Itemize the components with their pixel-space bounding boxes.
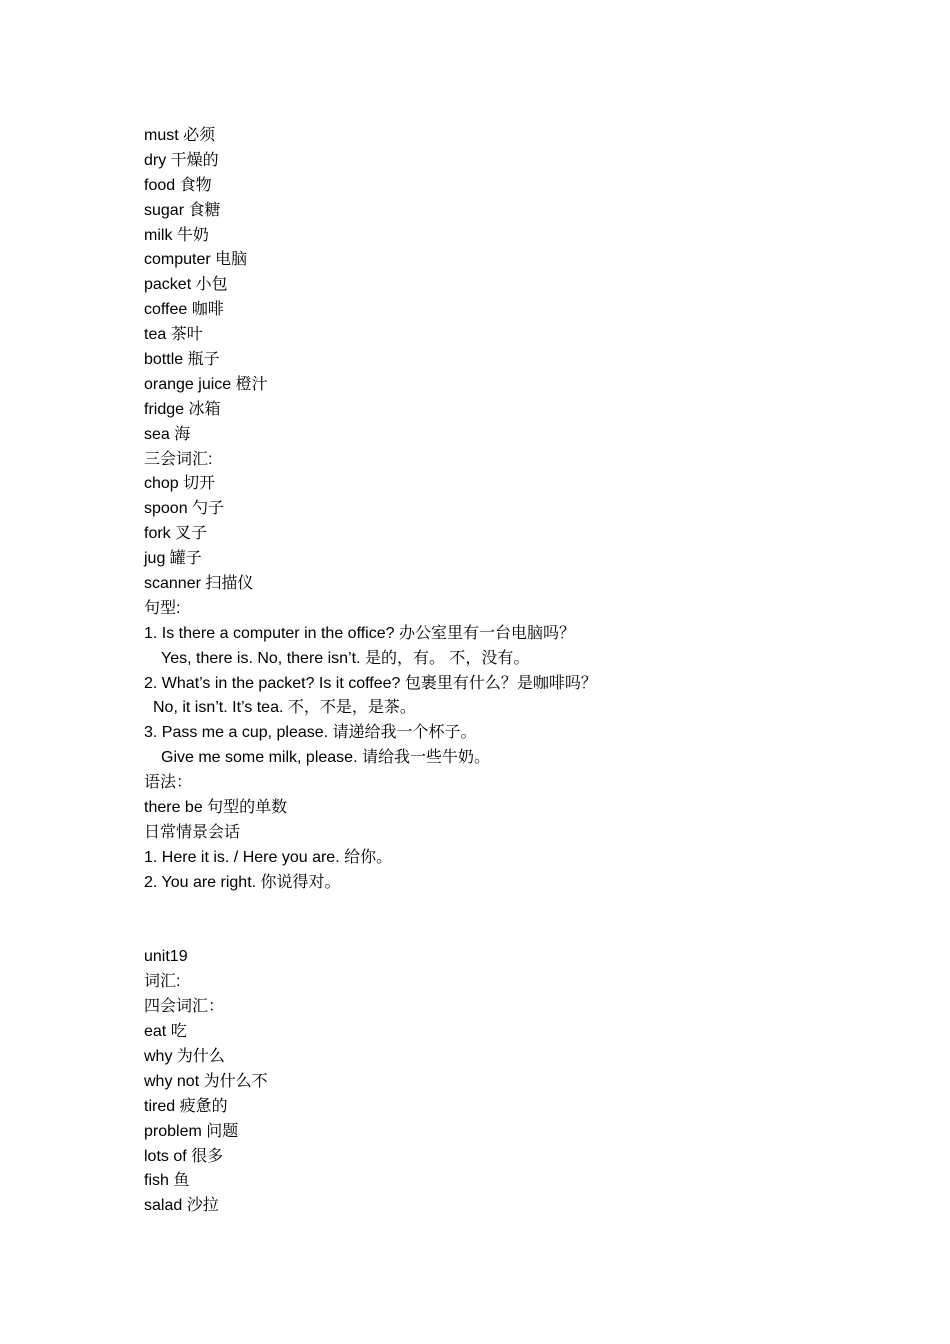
sentence-answer-line: Yes, there is. No, there isn’t. 是的，有。 不，没有。	[161, 649, 530, 667]
section-spacer	[144, 896, 844, 946]
vocab-line: orange juice 橙汁	[144, 375, 268, 393]
document-body	[144, 124, 844, 1219]
vocab-line: tired 疲惫的	[144, 1097, 228, 1115]
vocab-line: packet 小包	[144, 276, 228, 294]
section-heading: 词汇:	[144, 973, 181, 991]
vocab-line: why not 为什么不	[144, 1072, 268, 1090]
vocab-line: lots of 很多	[144, 1147, 224, 1165]
dialogue-line: 1. Here it is. / Here you are. 给你。	[144, 848, 393, 866]
section-heading: 句型:	[144, 599, 181, 617]
vocab-line: fork 叉子	[144, 525, 208, 543]
vocab-line: scanner 扫描仪	[144, 575, 254, 593]
vocab-line: salad 沙拉	[144, 1197, 219, 1215]
section-heading: 语法：	[144, 774, 193, 792]
vocab-line: milk 牛奶	[144, 226, 209, 244]
sentence-line: 2. What’s in the packet? Is it coffee? 包裹里有什么？是咖啡吗？	[144, 674, 597, 692]
vocab-line: why 为什么	[144, 1047, 225, 1065]
dialogue-line: 2. You are right. 你说得对。	[144, 873, 341, 891]
sentence-answer-line: No, it isn’t. It’s tea. 不，不是，是茶。	[153, 699, 416, 717]
vocab-line: coffee 咖啡	[144, 301, 224, 319]
unit-title: unit19	[144, 948, 188, 966]
sentence-line: 1. Is there a computer in the office? 办公室里有一台电脑吗？	[144, 624, 575, 642]
grammar-line: there be 句型的单数	[144, 799, 288, 817]
section-heading: 日常情景会话	[144, 823, 241, 841]
vocab-line: tea 茶叶	[144, 326, 203, 344]
vocab-line: sugar 食糖	[144, 201, 221, 219]
vocab-line: dry 干燥的	[144, 151, 219, 169]
vocab-line: eat 吃	[144, 1023, 187, 1041]
vocab-line: bottle 瓶子	[144, 351, 220, 369]
section-heading: 三会词汇:	[144, 450, 213, 468]
vocab-line: sea 海	[144, 425, 191, 443]
vocab-line: jug 罐子	[144, 550, 202, 568]
vocab-line: spoon 勺子	[144, 500, 225, 518]
vocab-line: problem 问题	[144, 1122, 239, 1140]
vocab-line: chop 切开	[144, 475, 216, 493]
vocab-line: fridge 冰箱	[144, 400, 221, 418]
vocab-line: computer 电脑	[144, 251, 248, 269]
vocab-line: food 食物	[144, 176, 212, 194]
sentence-answer-line: Give me some milk, please. 请给我一些牛奶。	[161, 749, 490, 767]
sentence-line: 3. Pass me a cup, please. 请递给我一个杯子。	[144, 724, 477, 742]
section-heading: 四会词汇：	[144, 998, 225, 1016]
vocab-line: must 必须	[144, 127, 216, 144]
vocab-line: fish 鱼	[144, 1172, 190, 1190]
